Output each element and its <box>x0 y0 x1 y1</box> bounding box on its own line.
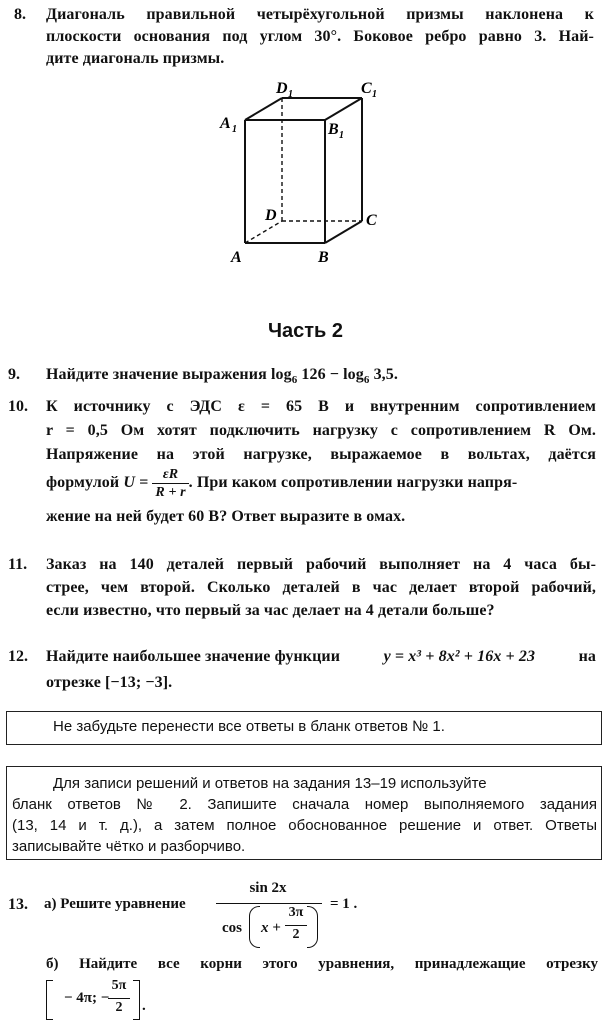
vertex-d1-sub: 1 <box>288 89 293 100</box>
segment-right-bracket <box>133 980 140 1020</box>
segment-fraction-denominator: 2 <box>115 1000 123 1015</box>
log-1-arg: 126 − <box>297 366 344 383</box>
function-expression: y = x³ + 8x² + 16x + 23 <box>383 648 536 665</box>
edge-bc <box>325 221 362 243</box>
notice-box <box>6 711 602 745</box>
formula-fraction <box>152 466 188 501</box>
instructions-line-2: бланк ответов № 2. Запишите сначала номер выполняемого задания <box>12 796 597 813</box>
log-1: log <box>270 366 292 383</box>
vertex-b1-sub: 1 <box>339 130 344 141</box>
vertex-b: B <box>318 249 329 266</box>
edge-ad-hidden <box>245 221 282 243</box>
problem-12-line-2 <box>46 672 172 694</box>
problem-13b-text: б) Найдите все корни этого уравнения, принадлежащие отрезку <box>46 956 598 972</box>
inner-fraction-numerator: 3π <box>288 905 304 920</box>
vertex-a: A <box>231 249 242 266</box>
inner-fraction-bar <box>285 925 307 926</box>
problem-10-line-2: r = 0,5 Ом хотят подключить нагрузку с сопротивлением R Ом. <box>46 422 596 439</box>
problem-10-line-1: К источнику с ЭДС ε = 65 В и внутренним сопротивлением <box>46 398 596 415</box>
formula-prefix: формулой <box>46 474 124 492</box>
problem-11-line-2: стрее, чем второй. Сколько деталей в час делает второй рабочий, <box>46 579 596 596</box>
problem-8-line-1: Диагональ правильной четырёхугольной призмы наклонена к <box>46 6 594 23</box>
problem-9-prefix: Найдите значение выражения <box>46 366 271 383</box>
right-paren <box>307 906 318 948</box>
equation-cos: cos <box>222 920 242 936</box>
problem-12-line-1 <box>46 646 596 668</box>
instructions-line-1: Для записи решений и ответов на задания 13–19 используйте <box>53 775 487 792</box>
notice-text: Не забудьте перенести все ответы в бланк ответов № 1. <box>53 718 445 735</box>
log-1-base: 6 <box>291 374 298 387</box>
inner-fraction-denominator: 2 <box>292 927 300 942</box>
vertex-c: C <box>366 212 377 229</box>
segment-end: . <box>142 998 146 1014</box>
equation-numerator <box>216 880 320 897</box>
log-2: log <box>343 366 364 383</box>
problem-11-line-1: Заказ на 140 деталей первый рабочий выполняет на 4 часа бы- <box>46 556 596 573</box>
problem-13a-label: а) Решите уравнение <box>44 896 186 912</box>
left-paren <box>249 906 260 948</box>
equation-numerator-text: sin 2x <box>249 880 287 896</box>
problem-10-number: 10. <box>8 398 28 415</box>
instructions-line-3: (13, 14 и т. д.), а затем полное обоснованное решение и ответ. Ответы <box>12 817 597 834</box>
equation-x-plus: x + <box>261 920 281 936</box>
problem-10-line-5: жение на ней будет 60 В? Ответ выразите в омах. <box>46 508 406 525</box>
interval-value: [−13; −3] <box>105 674 169 691</box>
formula-suffix: . При каком сопротивлении нагрузки напря- <box>188 474 518 492</box>
log-2-arg: 3,5. <box>369 366 398 383</box>
problem-11-line-3: если известно, что первый за час делает на 4 детали больше? <box>46 602 495 619</box>
edge-b1c1 <box>325 98 362 120</box>
prism-figure <box>0 0 611 300</box>
interval-prefix: отрезке <box>46 674 105 691</box>
instructions-box <box>6 766 602 860</box>
problem-9-number: 9. <box>8 366 20 383</box>
vertex-c1: C <box>361 80 372 97</box>
problem-8-number: 8. <box>14 6 26 23</box>
vertex-a1-sub: 1 <box>232 124 237 135</box>
vertex-c1-sub: 1 <box>372 89 377 100</box>
segment-left-value: − 4π; − <box>64 990 110 1006</box>
segment-fraction-bar <box>108 998 130 999</box>
log-2-base: 6 <box>363 374 370 387</box>
formula-denominator: R + r <box>155 485 186 500</box>
formula-numerator: εR <box>152 466 188 484</box>
segment-left-bracket <box>46 980 53 1020</box>
edge-d1a1 <box>245 98 282 120</box>
equation-fraction-bar <box>216 903 322 904</box>
vertex-a1: A <box>220 115 231 132</box>
vertex-d: D <box>265 207 277 224</box>
problem-10-line-3: Напряжение на этой нагрузке, выражаемое в вольтах, даётся <box>46 446 596 463</box>
instructions-line-4: записывайте чётко и разборчиво. <box>12 838 246 855</box>
formula-lhs: U = <box>123 474 153 492</box>
segment-fraction-numerator: 5π <box>111 978 127 993</box>
section-title: Часть 2 <box>267 320 344 342</box>
problem-12-suffix: на <box>578 648 596 665</box>
vertex-b1: B <box>328 121 339 138</box>
problem-10-line-4 <box>46 466 606 501</box>
interval-suffix: . <box>168 674 173 691</box>
problem-12-number: 12. <box>8 648 28 665</box>
problem-8-line-2: плоскости основания под углом 30°. Боковое ребро равно 3. Най- <box>46 28 594 45</box>
vertex-d1: D <box>276 80 288 97</box>
problem-13-number: 13. <box>8 896 28 913</box>
problem-8-line-3: дите диагональ призмы. <box>46 50 225 67</box>
problem-11-number: 11. <box>8 556 28 573</box>
problem-9-text <box>46 364 398 391</box>
problem-12-prefix: Найдите наибольшее значение функции <box>46 648 341 665</box>
equation-equals: = 1 . <box>330 896 358 912</box>
